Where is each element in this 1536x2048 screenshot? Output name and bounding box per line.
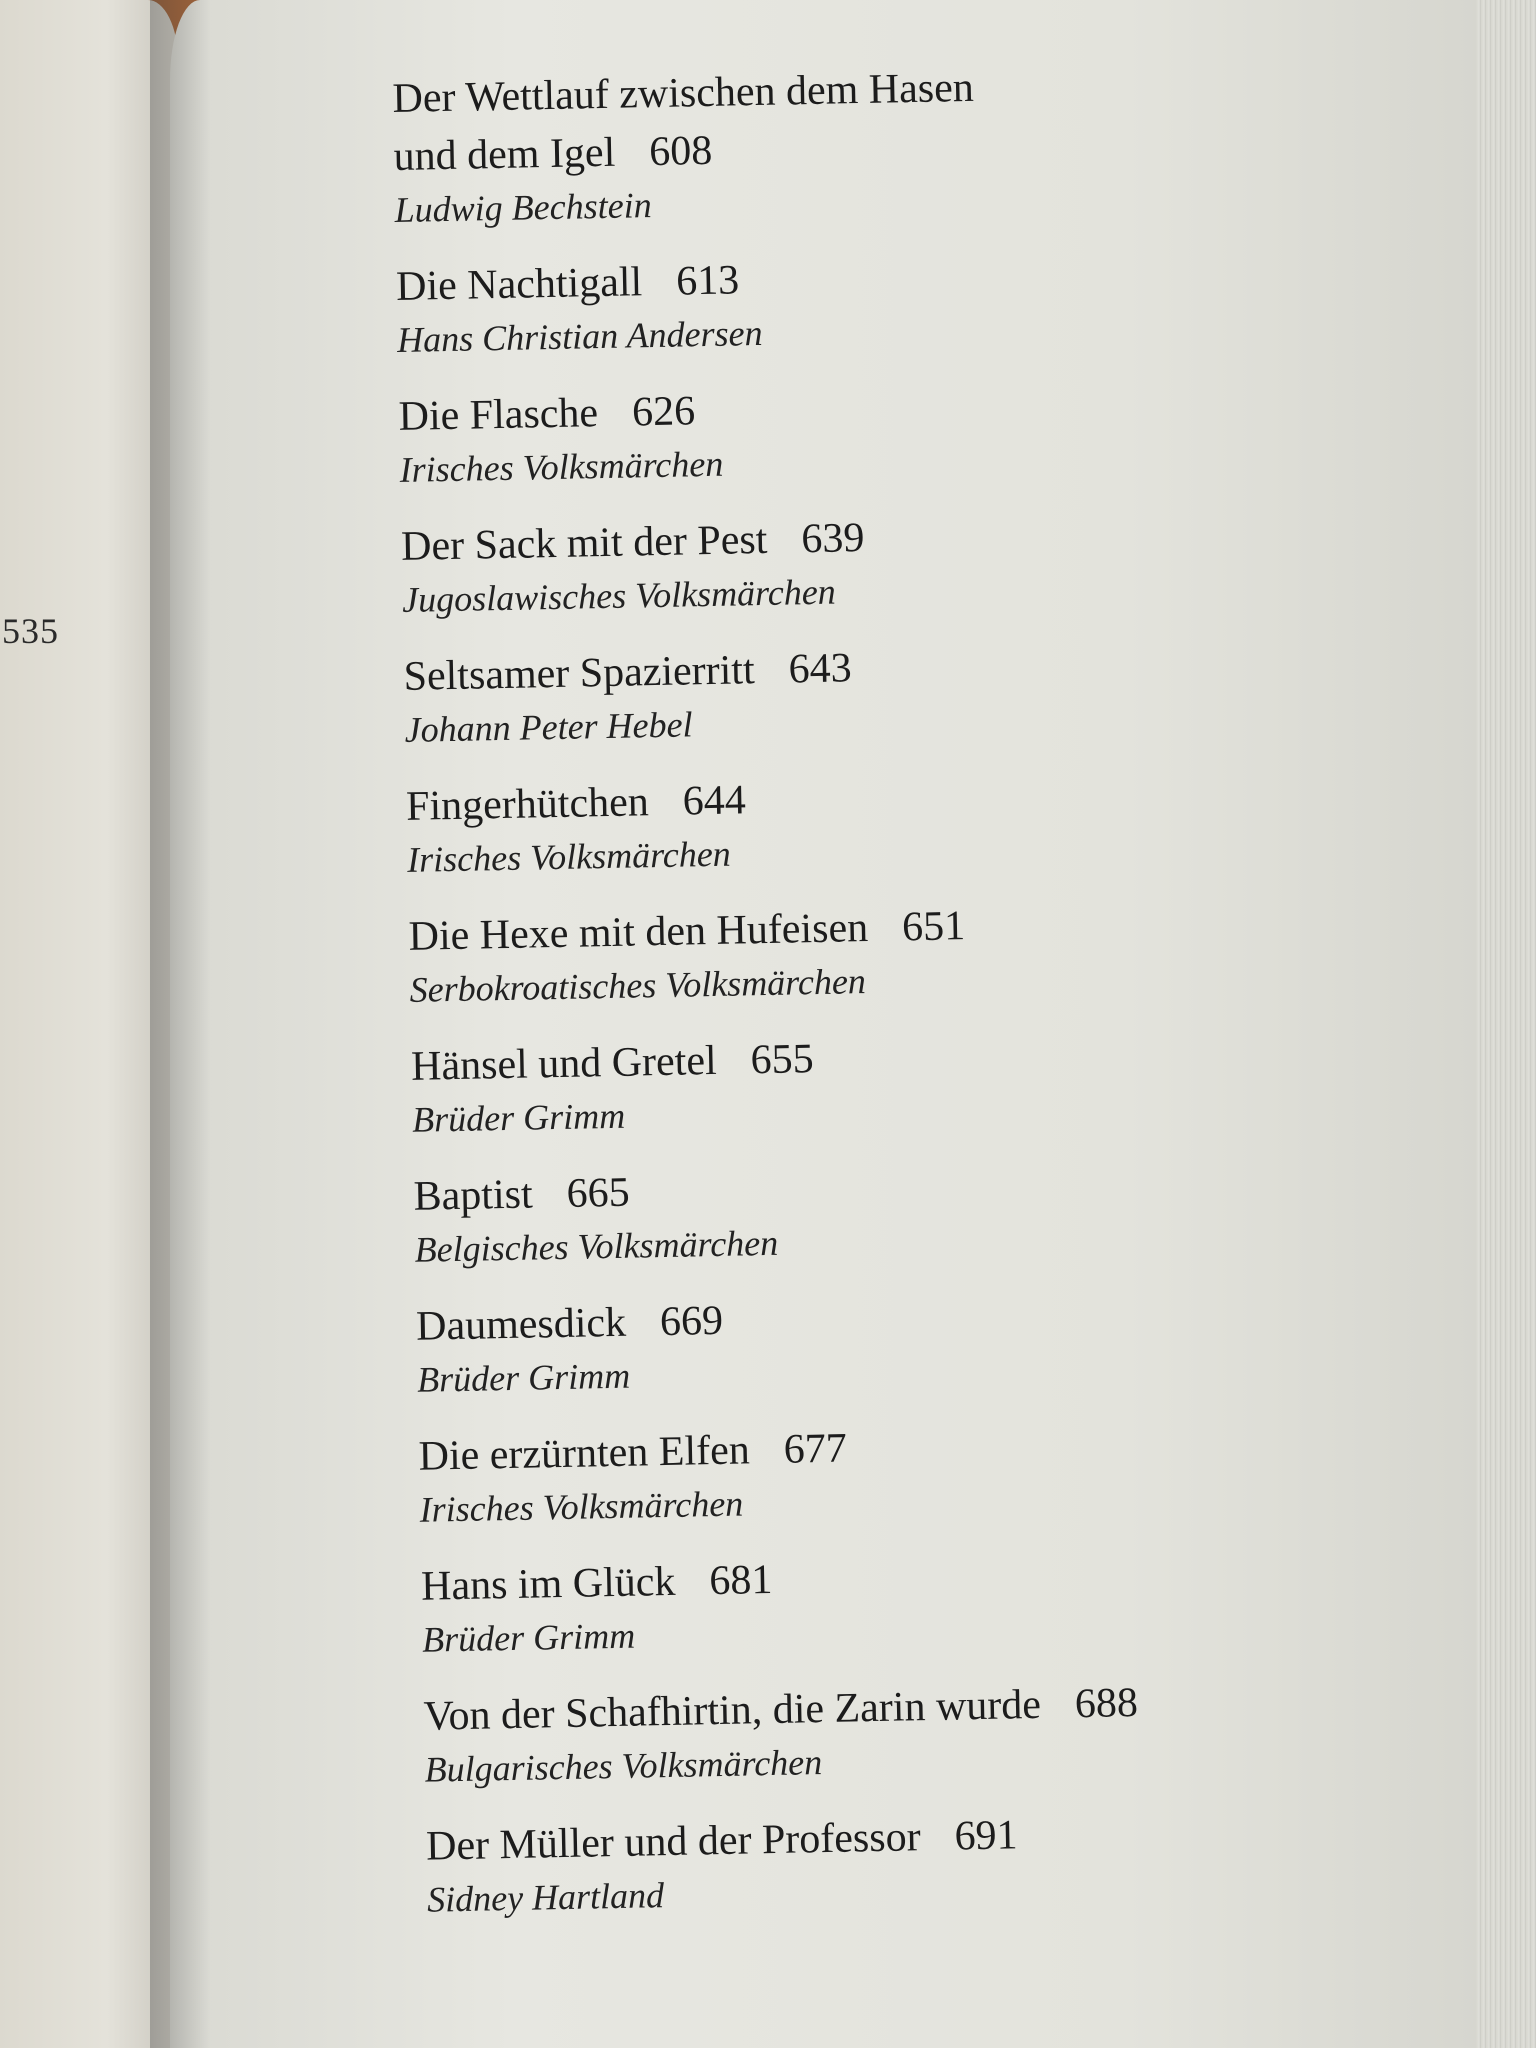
entry-author: Bulgarisches Volksmärchen <box>424 1742 823 1790</box>
entry-title: Der Müller und der Professor <box>425 1814 922 1870</box>
entry-author: Irisches Volksmärchen <box>399 443 724 490</box>
entry-author: Hans Christian Andersen <box>396 312 763 360</box>
entry-page-number: 688 <box>1074 1679 1139 1728</box>
entry-title: Daumesdick <box>415 1299 627 1350</box>
entry-title: Seltsamer Spazierritt <box>403 647 756 700</box>
entry-title-continued: und dem Igel <box>393 129 616 180</box>
toc-entry <box>421 1540 1323 1663</box>
toc-entry <box>396 241 1298 364</box>
toc-entry <box>392 53 1295 234</box>
gutter-shadow <box>150 0 210 2048</box>
entry-page-number: 691 <box>954 1812 1018 1860</box>
entry-author: Irisches Volksmärchen <box>406 833 732 880</box>
entry-title: Die Hexe mit den Hufeisen <box>408 905 869 960</box>
left-page-number: 535 <box>2 611 59 651</box>
entry-author: Brüder Grimm <box>411 1095 626 1140</box>
toc-entry <box>413 1151 1315 1274</box>
toc-entry <box>423 1670 1325 1793</box>
entry-page-number: 677 <box>783 1425 848 1473</box>
entry-page-number: 655 <box>750 1036 815 1084</box>
entry-author: Irisches Volksmärchen <box>419 1483 744 1530</box>
toc-entry <box>408 891 1310 1014</box>
toc-entry <box>426 1800 1328 1923</box>
entry-title: Fingerhütchen <box>405 779 650 830</box>
entry-title: Von der Schafhirtin, die Zarin wurde <box>423 1681 1042 1740</box>
entry-page-number: 681 <box>708 1556 773 1605</box>
toc-entry <box>398 371 1300 494</box>
entry-author: Serbokroatisches Volksmärchen <box>409 961 867 1010</box>
entry-author: Johann Peter Hebel <box>404 704 693 750</box>
entry-author: Belgisches Volksmärchen <box>414 1222 779 1270</box>
entry-author: Brüder Grimm <box>416 1355 631 1400</box>
entry-title: Die Nachtigall <box>395 259 643 310</box>
entry-page-number: 613 <box>675 257 740 305</box>
toc-entry <box>418 1410 1320 1533</box>
entry-title: Der Sack mit der Pest <box>400 516 768 570</box>
toc-entry <box>403 631 1305 754</box>
entry-title: Baptist <box>413 1171 534 1220</box>
entry-page-number: 644 <box>682 777 747 825</box>
entry-author: Jugoslawisches Volksmärchen <box>401 571 837 620</box>
entry-title: Der Wettlauf zwischen dem Hasen <box>392 64 975 122</box>
entry-page-number: 669 <box>659 1297 724 1346</box>
toc-entry <box>411 1021 1313 1144</box>
entry-author: Ludwig Bechstein <box>394 185 653 230</box>
toc-entry <box>406 761 1308 884</box>
toc-entry <box>401 501 1303 624</box>
entry-author: Brüder Grimm <box>421 1615 636 1660</box>
entry-author: Sidney Hartland <box>426 1875 665 1920</box>
page-edges <box>1476 0 1536 2048</box>
entry-title: Die Flasche <box>398 390 599 440</box>
entry-page-number: 639 <box>800 515 865 563</box>
table-of-contents <box>392 53 1328 1948</box>
entry-page-number: 643 <box>788 645 853 693</box>
entry-title: Hans im Glück <box>420 1558 676 1610</box>
entry-page-number: 651 <box>901 903 966 951</box>
entry-title: Die erzürnten Elfen <box>418 1427 751 1480</box>
toc-entry <box>416 1280 1318 1403</box>
entry-page-number: 626 <box>631 388 696 436</box>
entry-title: Hänsel und Gretel <box>410 1037 718 1090</box>
entry-page-number: 665 <box>566 1169 631 1217</box>
entry-page-number: 608 <box>648 127 713 176</box>
